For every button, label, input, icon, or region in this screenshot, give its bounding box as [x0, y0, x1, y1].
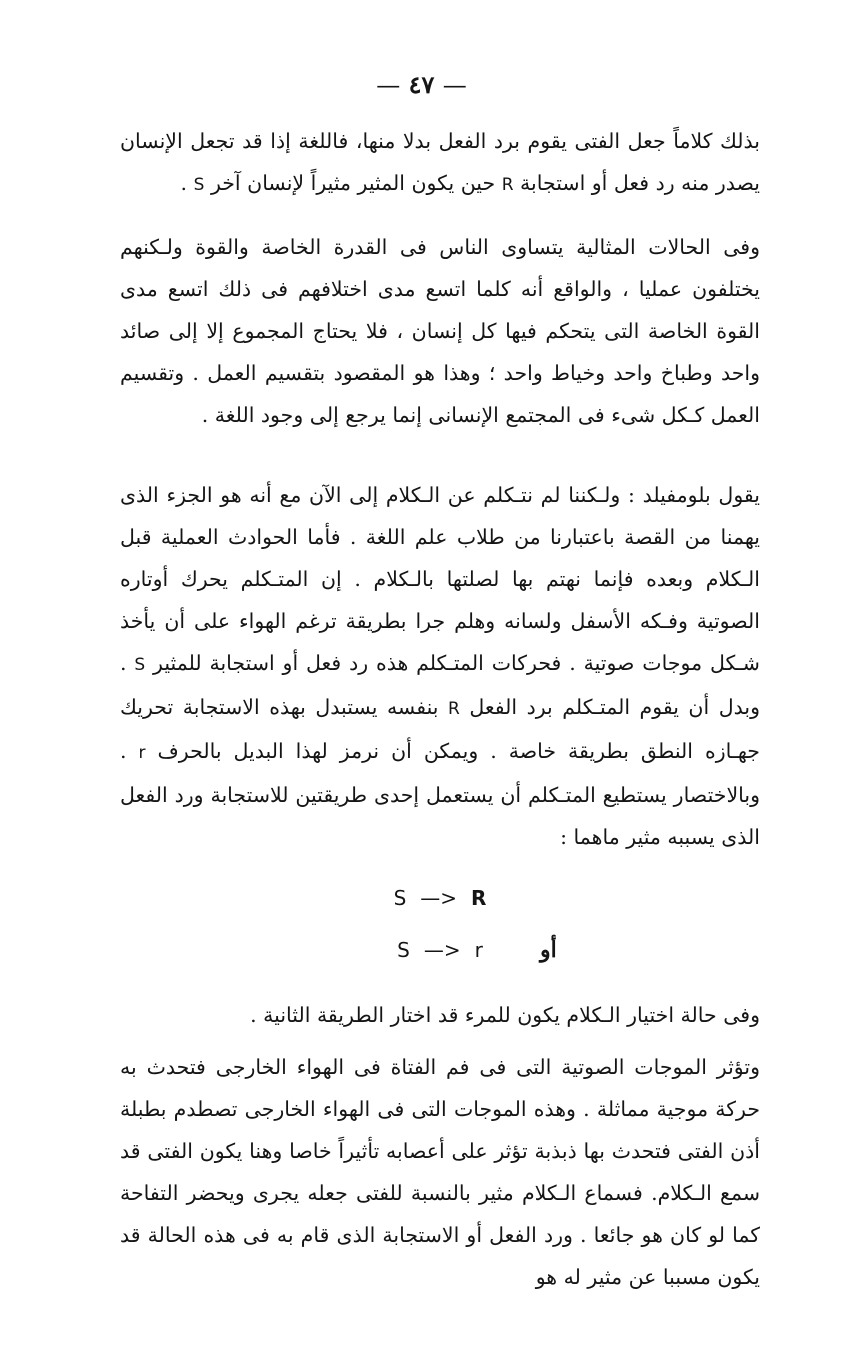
paragraph-1 — [120, 120, 760, 206]
page-number — [0, 70, 843, 99]
paragraph-5: وتؤثر الموجات الصوتية التى فى فم الفتاة فى الهواء الخارجى فتحدث به حركة موجية مماثلة . وهذه الموجات التى فى الهواء الخارجى تصطدم بطبلة أذن الفتى فتحدث بها ذبذبة تؤثر على أعصابه تأثيراً خاصا وهنا يكون الفتى قد سمع الـكلام. فسماع الـكلام مثير بالنسبة للفتى جعله يجرى ويحضر التفاحة كما لو كان هو جائعا . ورد الفعل أو الاستجابة الذى قام به فى هذه الحالة قد يكون مسببا عن مثير له هو — [120, 1055, 760, 1289]
formula-line-1 — [120, 872, 760, 924]
symbol-response-R: R — [501, 175, 514, 195]
formula-line-2 — [120, 924, 760, 976]
symbol-substitute-r: r — [138, 743, 146, 763]
paragraph-3 — [120, 474, 760, 858]
paragraph-1-text-a: بذلك كلاماً جعل الفتى يقوم برد الفعل بدلا منها، فاللغة إذا قد تجعل الإنسان يصدر منه رد فعل أو استجابة — [120, 129, 761, 195]
formula-1-right: R — [471, 886, 487, 910]
formula-2-left: S — [397, 938, 410, 962]
symbol-stimulus-S: S — [193, 175, 205, 195]
formula-2-conjunction: أو — [540, 937, 557, 963]
paragraph-3-text-d: . وبالاختصار يستطيع المتـكلم أن يستعمل إحدى طريقتين للاستجابة ورد الفعل الذى يسببه مثير ماهما : — [120, 739, 760, 849]
page-number-dash-left: — — [376, 71, 401, 99]
paragraph-1-text-c: . — [180, 171, 188, 195]
formula-1-left: S — [393, 886, 407, 910]
paragraph-2: وفى الحالات المثالية يتساوى الناس فى القدرة الخاصة والقوة ولـكنهم يختلفون عمليا ، والواقع أنه كلما اتسع مدى اختلافهم فى ذلك اتسع مدى القوة الخاصة التى يتحكم فيها كل إنسان ، فلا يحتاج المجموع إلا إلى صائد واحد وطباخ واحد وخياط واحد ؛ وهذا هو المقصود بتقسيم العمل . وتقسيم العمل كـكل شىء فى المجتمع الإنسانى إنما يرجع إلى وجود اللغة . — [120, 235, 760, 427]
formula-2-arrow: —> — [423, 938, 461, 962]
paragraph-3-text-c: بنفسه يستبدل بهذه الاستجابة تحريك جهـازه النطق بطريقة خاصة . ويمكن أن نرمز لهذا البديل بالحرف — [120, 695, 760, 763]
page-number-dash-right: — — [442, 71, 467, 99]
paragraph-4: وفى حالة اختيار الـكلام يكون للمرء قد اختار الطريقة الثانية . — [250, 1003, 760, 1027]
page-number-value: ٤٧ — [408, 70, 435, 99]
paragraph-3-text-a: يقول بلومفيلد : ولـكننا لم نتـكلم عن الـكلام إلى الآن مع أنه هو الجزء الذى يهمنا من القصة باعتبارنا من طلاب علم اللغة . فأما الحوادث العملية قبل الـكلام وبعده فإنما نهتم بها لصلتها بالـكلام . إن المتـكلم يحرك أوتاره الصوتية وفـكه الأسفل ولسانه وهلم جرا بطريقة ترغم الهواء على أن يأخذ شـكل موجات صوتية . فحركات المتـكلم هذه رد فعل أو استجابة للمثير — [120, 483, 760, 675]
formula-1-arrow: —> — [420, 886, 458, 910]
paragraph-3-text-b: . وبدل أن يقوم المتـكلم برد الفعل — [120, 651, 760, 719]
paragraph-1-text-b: حين يكون المثير مثيراً لإنسان آخر — [210, 171, 496, 195]
formula-block — [120, 872, 760, 976]
formula-2-right: r — [474, 938, 483, 962]
body-text — [120, 120, 760, 1298]
symbol-stimulus-S: S — [134, 655, 146, 675]
symbol-response-R: R — [448, 699, 460, 719]
